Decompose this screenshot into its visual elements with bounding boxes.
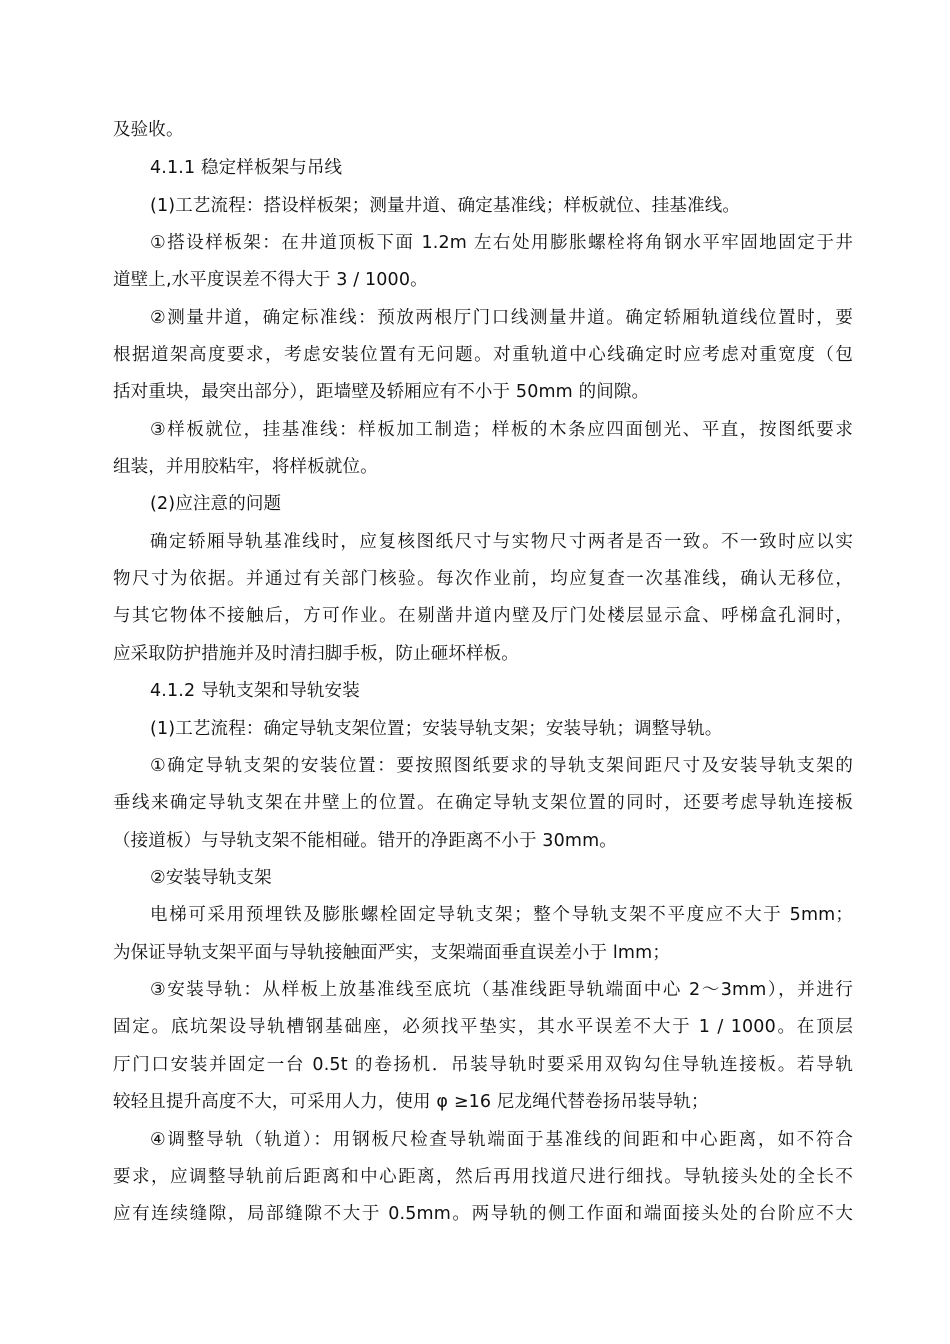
text-line: ③安装导轨：从样板上放基准线至底坑（基准线距导轨端面中心 2～3mm），并进行 (150, 980, 853, 1000)
section-heading-4-1-2: 4.1.2 导轨支架和导轨安装 (150, 681, 360, 701)
text-line: 道壁上,水平度误差不得大于 3 / 1000。 (113, 270, 428, 290)
text-line: （接道板）与导轨支架不能相碰。错开的净距离不小于 30mm。 (113, 831, 617, 851)
text-line: 固定。底坑架设导轨槽钢基础座，必须找平垫实，其水平误差不大于 1 / 1000。在顶层 (113, 1017, 853, 1037)
text-line: 物尺寸为依据。并通过有关部门核验。每次作业前，均应复查一次基准线，确认无移位， (113, 569, 853, 589)
text-line: 要求，应调整导轨前后距离和中心距离，然后再用找道尺进行细找。导轨接头处的全长不 (113, 1167, 853, 1187)
text-line: ①确定导轨支架的安装位置：要按照图纸要求的导轨支架间距尺寸及安装导轨支架的 (150, 756, 853, 776)
text-line: 应有连续缝隙，局部缝隙不大于 0.5mm。两导轨的侧工作面和端面接头处的台阶应不大 (113, 1204, 853, 1224)
text-line: 厅门口安装并固定一台 0.5t 的卷扬机．吊装导轨时要采用双钩勾住导轨连接板。若导轨 (113, 1055, 853, 1075)
text-line: 确定轿厢导轨基准线时，应复核图纸尺寸与实物尺寸两者是否一致。不一致时应以实 (150, 532, 853, 552)
text-line: 为保证导轨支架平面与导轨接触面严实，支架端面垂直误差小于 lmm； (113, 943, 670, 963)
subheading: ②安装导轨支架 (150, 868, 272, 888)
text-line: ③样板就位，挂基准线：样板加工制造；样板的木条应四面刨光、平直，按图纸要求 (150, 420, 853, 440)
text-line: 根据道架高度要求，考虑安装位置有无问题。对重轨道中心线确定时应考虑对重宽度（包 (113, 345, 853, 365)
text-line: (1)工艺流程：确定导轨支架位置；安装导轨支架；安装导轨；调整导轨。 (150, 719, 723, 739)
text-line: 电梯可采用预埋铁及膨胀螺栓固定导轨支架；整个导轨支架不平度应不大于 5mm； (150, 905, 853, 925)
text-line: ①搭设样板架：在井道顶板下面 1.2m 左右处用膨胀螺栓将角钢水平牢固地固定于井 (150, 233, 853, 253)
subheading: (2)应注意的问题 (150, 494, 282, 514)
text-line: (1)工艺流程：搭设样板架；测量井道、确定基准线；样板就位、挂基准线。 (150, 196, 741, 216)
text-line: 及验收。 (113, 120, 184, 140)
text-line: 垂线来确定导轨支架在井壁上的位置。在确定导轨支架位置的同时，还要考虑导轨连接板 (113, 793, 853, 813)
text-line: ②测量井道，确定标准线：预放两根厅门口线测量井道。确定轿厢轨道线位置时，要 (150, 308, 853, 328)
text-line: 与其它物体不接触后，方可作业。在剔凿井道内壁及厅门处楼层显示盒、呼梯盒孔洞时， (113, 606, 853, 626)
section-heading-4-1-1: 4.1.1 稳定样板架与吊线 (150, 158, 343, 178)
text-line: 较轻且提升高度不大，可采用人力，使用 φ ≥16 尼龙绳代替卷扬吊装导轨； (113, 1092, 709, 1112)
text-line: 组装，并用胶粘牢，将样板就位。 (113, 457, 378, 477)
text-line: 括对重块，最突出部分），距墙壁及轿厢应有不小于 50mm 的间隙。 (113, 382, 650, 402)
text-line: ④调整导轨（轨道）：用钢板尺检查导轨端面于基准线的间距和中心距离，如不符合 (150, 1130, 853, 1150)
text-line: 应采取防护措施并及时清扫脚手板，防止砸坏样板。 (113, 644, 519, 664)
